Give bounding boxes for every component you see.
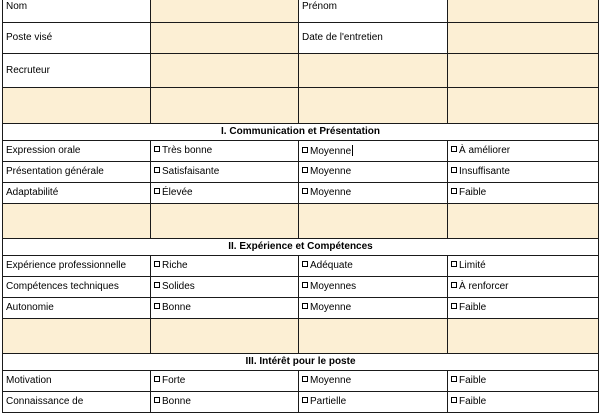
option-label: À renforcer: [459, 281, 509, 292]
option-cell[interactable]: [448, 256, 599, 277]
option-label: Bonne: [162, 302, 191, 313]
option-cell[interactable]: [151, 256, 299, 277]
option-label: Bonne: [162, 396, 191, 407]
checkbox-icon[interactable]: [451, 397, 457, 403]
text-cursor-icon: [352, 145, 353, 156]
notes-cell-2[interactable]: [151, 88, 299, 124]
checkbox-icon[interactable]: [302, 376, 308, 382]
option-label: Faible: [459, 375, 487, 386]
comment-cell[interactable]: [151, 319, 299, 354]
identity-row-recruiter: [3, 54, 599, 88]
criterion-row: [3, 141, 599, 162]
position-input-cell[interactable]: [151, 23, 299, 54]
comment-cell[interactable]: [3, 204, 151, 239]
option-cell[interactable]: [151, 392, 299, 413]
criterion-label: Motivation: [3, 371, 151, 392]
checkbox-icon[interactable]: [154, 376, 160, 382]
checkbox-icon[interactable]: [302, 397, 308, 403]
option-label: Faible: [459, 396, 487, 407]
checkbox-icon[interactable]: [302, 303, 308, 309]
option-label: Moyenne: [310, 302, 352, 313]
criterion-label: Connaissance de: [3, 392, 151, 413]
option-label: À améliorer: [459, 145, 511, 156]
option-cell[interactable]: [448, 183, 599, 204]
comment-cell[interactable]: [3, 319, 151, 354]
option-label: Limité: [459, 260, 486, 271]
option-cell[interactable]: [299, 371, 448, 392]
interview-date-label: Date de l'entretien: [299, 23, 448, 54]
option-label: Faible: [459, 187, 487, 198]
position-label: Poste visé: [3, 23, 151, 54]
checkbox-icon[interactable]: [154, 303, 160, 309]
checkbox-icon[interactable]: [154, 282, 160, 288]
interview-evaluation-grid: [2, 0, 599, 413]
checkbox-icon[interactable]: [451, 188, 457, 194]
option-label: Moyenne: [310, 187, 352, 198]
option-label: Forte: [162, 375, 186, 386]
option-label: Partielle: [310, 396, 347, 407]
identity-notes-row: [3, 88, 599, 124]
checkbox-icon[interactable]: [451, 282, 457, 288]
comment-cell[interactable]: [299, 204, 448, 239]
notes-cell-4[interactable]: [448, 88, 599, 124]
checkbox-icon[interactable]: [451, 146, 457, 152]
option-cell[interactable]: [299, 141, 448, 162]
option-label: Moyenne: [310, 166, 352, 177]
checkbox-icon[interactable]: [154, 188, 160, 194]
criterion-label: Expérience professionnelle: [3, 256, 151, 277]
section-header-row: [3, 239, 599, 256]
option-cell[interactable]: [299, 298, 448, 319]
interview-date-input-cell[interactable]: [448, 23, 599, 54]
option-cell[interactable]: [151, 371, 299, 392]
option-label: Très bonne: [162, 145, 213, 156]
option-label: Moyenne: [310, 145, 352, 157]
option-label: Insuffisante: [459, 166, 510, 177]
identity-row-position: [3, 23, 599, 54]
checkbox-icon[interactable]: [154, 146, 160, 152]
firstname-label: Prénom: [299, 0, 448, 23]
comment-cell[interactable]: [151, 204, 299, 239]
criterion-row: [3, 183, 599, 204]
option-label: Solides: [162, 281, 195, 292]
checkbox-icon[interactable]: [451, 303, 457, 309]
criterion-row: [3, 256, 599, 277]
option-cell[interactable]: [151, 141, 299, 162]
option-cell[interactable]: [448, 141, 599, 162]
option-cell[interactable]: [151, 162, 299, 183]
option-cell[interactable]: [299, 256, 448, 277]
comment-cell[interactable]: [448, 204, 599, 239]
checkbox-icon[interactable]: [451, 167, 457, 173]
option-label: Adéquate: [310, 260, 353, 271]
comment-cell[interactable]: [299, 319, 448, 354]
name-label: Nom: [3, 0, 151, 23]
checkbox-icon[interactable]: [302, 188, 308, 194]
checkbox-icon[interactable]: [154, 167, 160, 173]
criterion-row: [3, 277, 599, 298]
option-label: Élevée: [162, 187, 193, 198]
checkbox-icon[interactable]: [154, 397, 160, 403]
option-label: Satisfaisante: [162, 166, 220, 177]
name-input-cell[interactable]: [151, 0, 299, 23]
recruiter-label: Recruteur: [3, 54, 151, 88]
criterion-row: [3, 162, 599, 183]
option-label: Moyennes: [310, 281, 357, 292]
section-title: III. Intérêt pour le poste: [3, 354, 599, 371]
option-cell[interactable]: [448, 298, 599, 319]
option-cell[interactable]: [299, 277, 448, 298]
identity-row-name: [3, 0, 599, 23]
option-cell[interactable]: [448, 277, 599, 298]
recruiter-extra-cell-1[interactable]: [299, 54, 448, 88]
option-cell[interactable]: [299, 162, 448, 183]
checkbox-icon[interactable]: [154, 261, 160, 267]
criterion-row: [3, 298, 599, 319]
checkbox-icon[interactable]: [451, 261, 457, 267]
option-cell[interactable]: [448, 392, 599, 413]
criterion-label: Expression orale: [3, 141, 151, 162]
option-cell[interactable]: [151, 277, 299, 298]
section-header-row: [3, 124, 599, 141]
section-header-row: [3, 354, 599, 371]
option-label: Riche: [162, 260, 188, 271]
option-label: Moyenne: [310, 375, 352, 386]
checkbox-icon[interactable]: [302, 167, 308, 173]
recruiter-extra-cell-2[interactable]: [448, 54, 599, 88]
section-title: I. Communication et Présentation: [3, 124, 599, 141]
option-cell[interactable]: [448, 371, 599, 392]
checkbox-icon[interactable]: [302, 147, 308, 153]
criterion-label: Autonomie: [3, 298, 151, 319]
checkbox-icon[interactable]: [451, 376, 457, 382]
criterion-label: Adaptabilité: [3, 183, 151, 204]
criterion-row: [3, 392, 599, 413]
comment-row: [3, 204, 599, 239]
criterion-label: Présentation générale: [3, 162, 151, 183]
notes-cell-3[interactable]: [299, 88, 448, 124]
criterion-label: Compétences techniques: [3, 277, 151, 298]
criterion-row: [3, 371, 599, 392]
section-title: II. Expérience et Compétences: [3, 239, 599, 256]
option-cell[interactable]: [151, 298, 299, 319]
comment-cell[interactable]: [448, 319, 599, 354]
notes-cell-1[interactable]: [3, 88, 151, 124]
option-cell[interactable]: [299, 392, 448, 413]
comment-row: [3, 319, 599, 354]
option-cell[interactable]: [151, 183, 299, 204]
checkbox-icon[interactable]: [302, 261, 308, 267]
option-cell[interactable]: [448, 162, 599, 183]
firstname-input-cell[interactable]: [448, 0, 599, 23]
checkbox-icon[interactable]: [302, 282, 308, 288]
recruiter-input-cell[interactable]: [151, 54, 299, 88]
option-cell[interactable]: [299, 183, 448, 204]
option-label: Faible: [459, 302, 487, 313]
